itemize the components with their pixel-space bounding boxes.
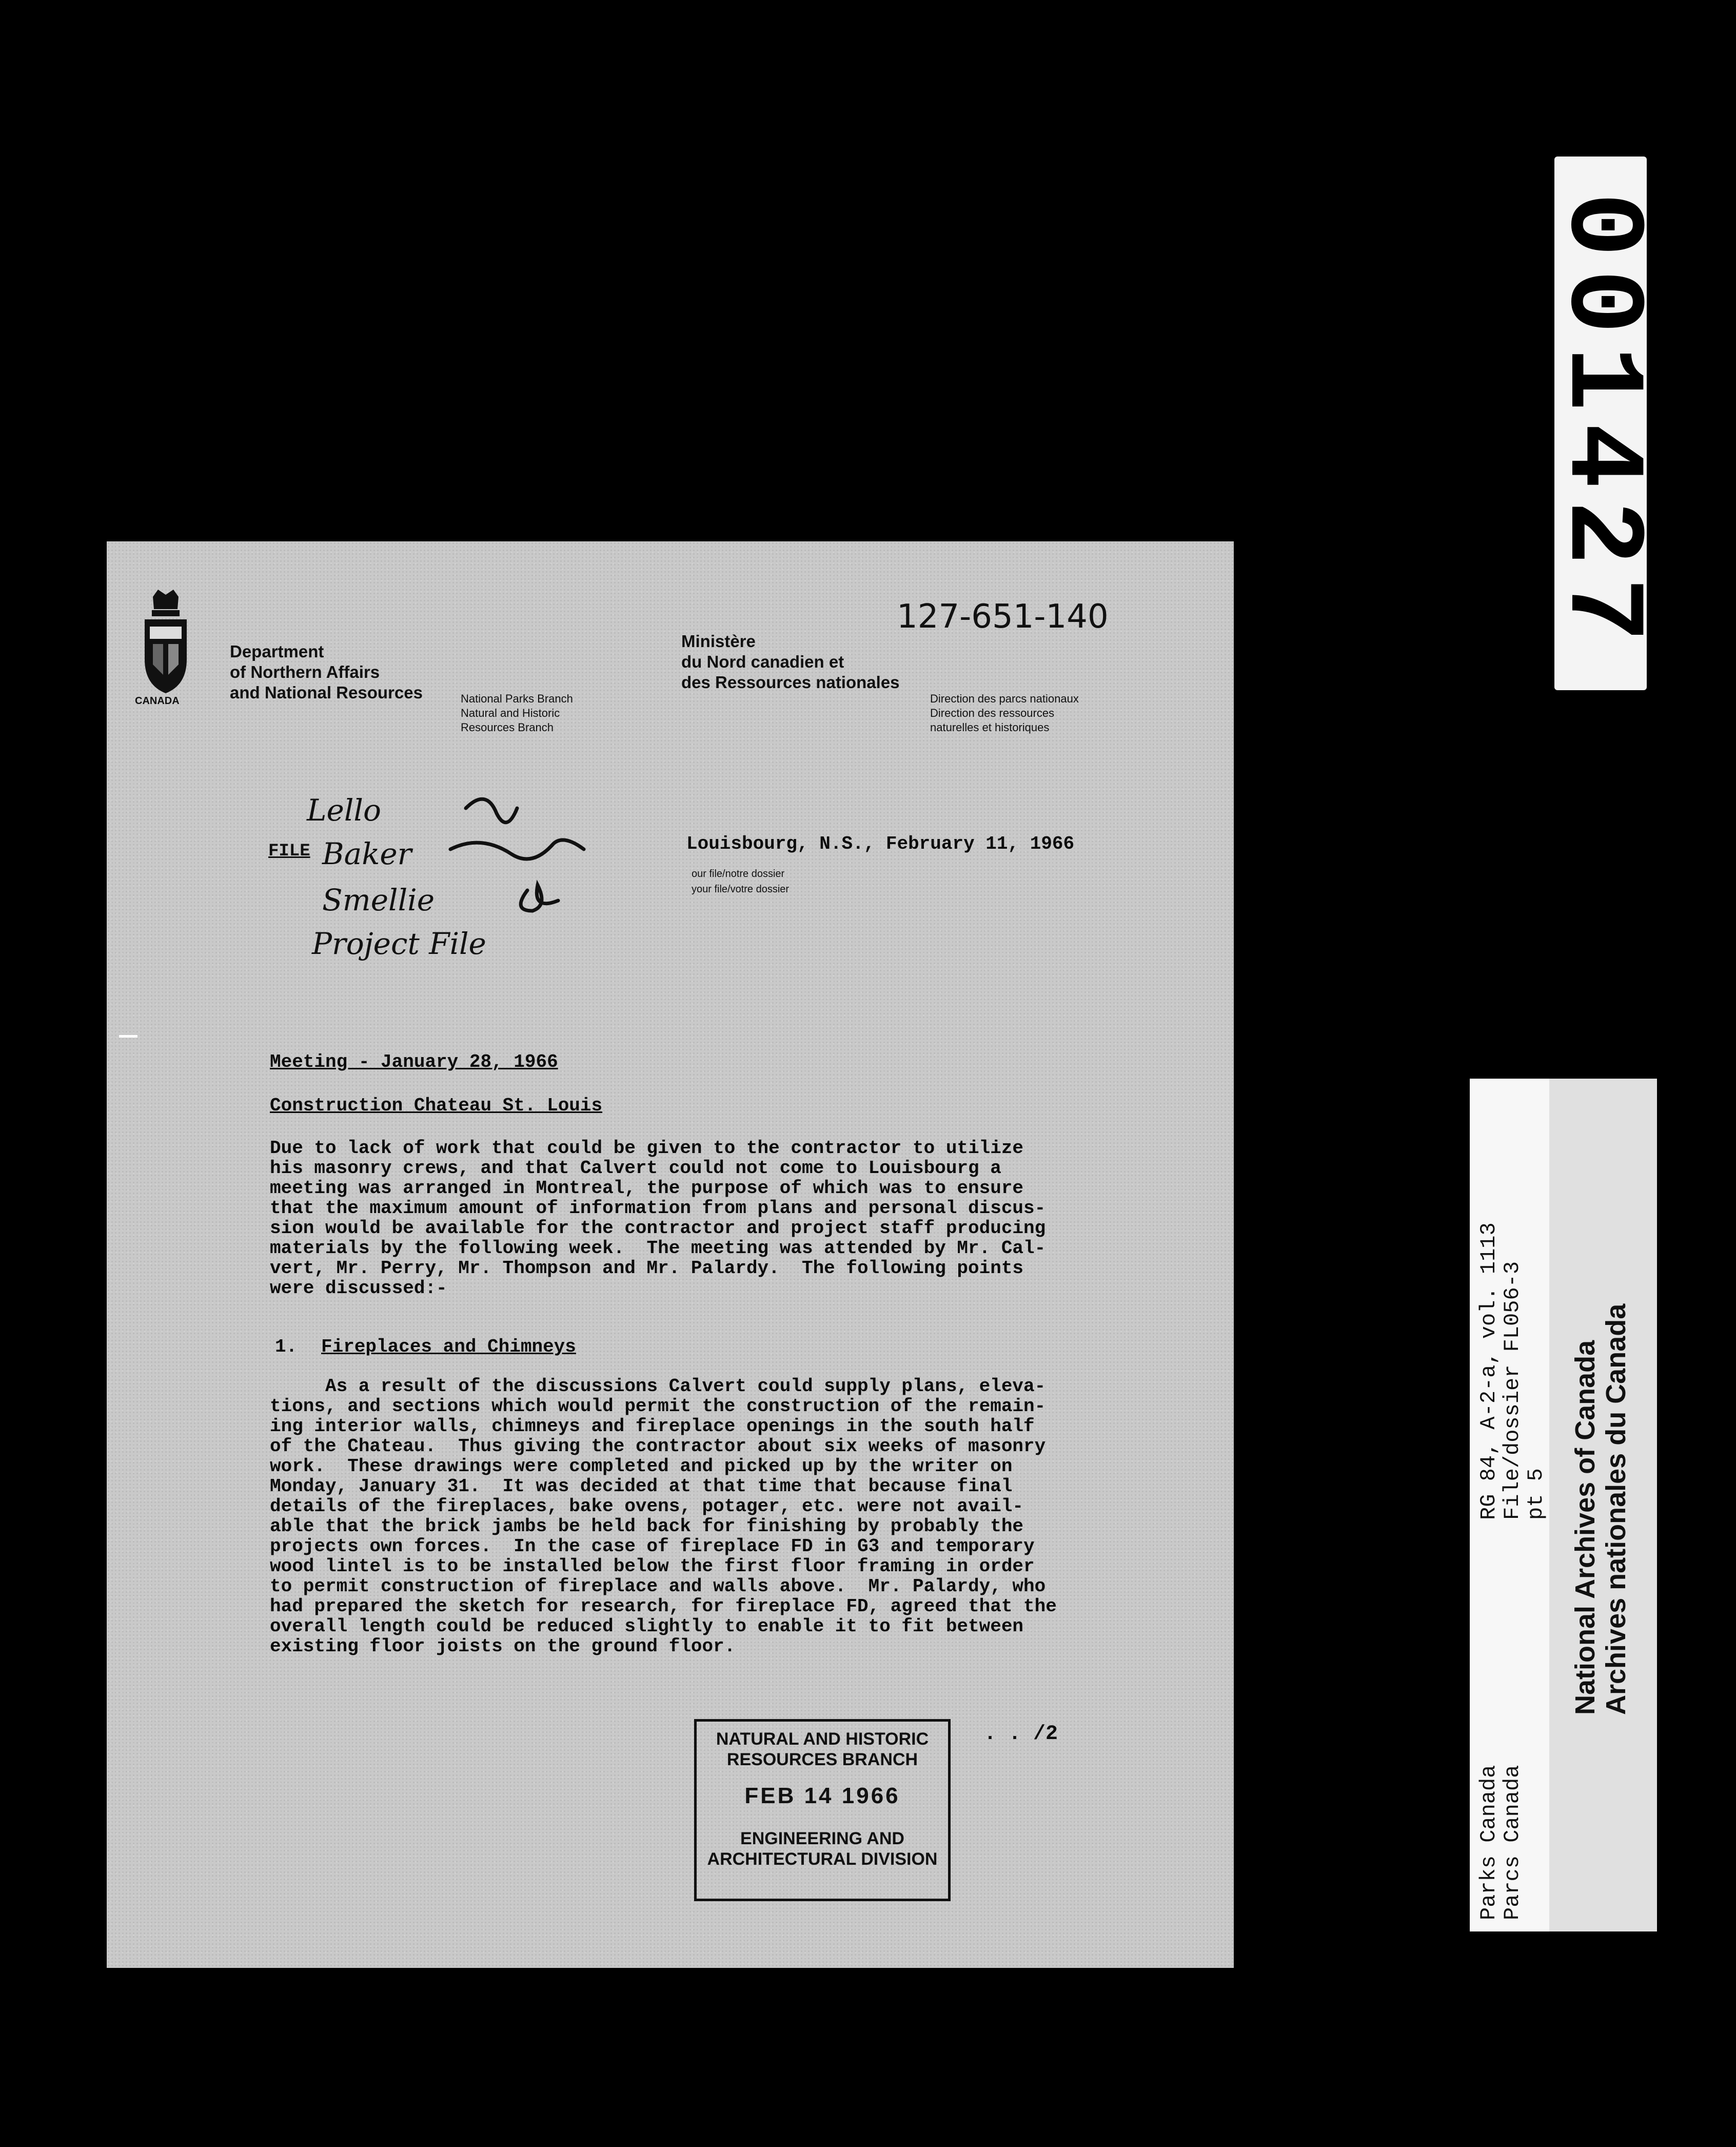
- handwritten-file-number: 127-651-140: [897, 598, 1109, 636]
- intro-line: meeting was arranged in Montreal, the purpose of which was to ensure: [270, 1178, 1024, 1199]
- received-stamp: NATURAL AND HISTORIC RESOURCES BRANCH FEB 14 1966 ENGINEERING AND ARCHITECTURAL DIVISION: [694, 1719, 951, 1901]
- section-1-line: existing floor joists on the ground floor.: [270, 1636, 736, 1657]
- section-1-line: to permit construction of fireplace and walls above. Mr. Palardy, who: [270, 1576, 1046, 1597]
- intro-line: materials by the following week. The meeting was attended by Mr. Cal-: [270, 1238, 1046, 1259]
- archives-name: National Archives of Canada Archives nationales du Canada: [1570, 1303, 1631, 1715]
- routing-name-4: Project File: [312, 926, 486, 961]
- department-en: Department of Northern Affairs and National Resources: [230, 642, 423, 702]
- department-fr: Ministère du Nord canadien et des Ressources nationales: [681, 632, 900, 692]
- section-1-line: details of the fireplaces, bake ovens, potager, etc. were not avail-: [270, 1496, 1024, 1517]
- archive-reference: RG 84, A-2-a, vol. 1113 File/dossier FL056-3 pt 5: [1476, 1222, 1548, 1520]
- your-file-label: your file/votre dossier: [692, 884, 790, 895]
- routing-name-1: Lello: [307, 793, 381, 828]
- intro-line: that the maximum amount of information from plans and personal discus-: [270, 1198, 1046, 1219]
- frame-number: 001427: [1540, 192, 1662, 655]
- branch-fr: Direction des parcs nationaux Direction des ressources naturelles et historiques: [930, 692, 1079, 734]
- section-1-title: Fireplaces and Chimneys: [321, 1336, 576, 1357]
- canada-crest-icon: [137, 588, 194, 700]
- agency-name: Parks Canada Parcs Canada: [1476, 1765, 1525, 1920]
- subject-meeting: Meeting - January 28, 1966: [270, 1051, 558, 1072]
- margin-dash: [119, 1035, 137, 1038]
- intro-line: his masonry crews, and that Calvert could not come to Louisbourg a: [270, 1158, 1001, 1179]
- section-1-line: As a result of the discussions Calvert could supply plans, eleva-: [270, 1376, 1046, 1397]
- canada-wordmark: CANADA: [135, 695, 180, 707]
- section-1-line: work. These drawings were completed and picked up by the writer on: [270, 1456, 1013, 1477]
- archives-label: [1549, 1079, 1657, 1931]
- section-1-line: had prepared the sketch for research, for fireplace FD, agreed that the: [270, 1596, 1057, 1617]
- section-1-line: of the Chateau. Thus giving the contractor about six weeks of masonry: [270, 1436, 1046, 1457]
- section-1-line: wood lintel is to be installed below the first floor framing in order: [270, 1556, 1035, 1577]
- subject-construction: Construction Chateau St. Louis: [270, 1095, 603, 1116]
- continued-marker: . . /2: [984, 1723, 1058, 1746]
- intro-paragraph: [270, 1138, 1045, 1298]
- section-1-line: able that the brick jambs be held back for finishing by probably the: [270, 1516, 1024, 1537]
- branch-en: National Parks Branch Natural and Historic Resources Branch: [461, 692, 573, 734]
- file-label: FILE: [268, 842, 310, 861]
- intro-line: sion would be available for the contractor and project staff producing: [270, 1218, 1046, 1239]
- initials-signature-icon: [445, 788, 630, 942]
- section-1-line: ing interior walls, chimneys and fireplace openings in the south half: [270, 1416, 1035, 1437]
- frame-number-label: [1540, 157, 1662, 690]
- routing-name-2: Baker: [322, 836, 412, 871]
- intro-line: vert, Mr. Perry, Mr. Thompson and Mr. Palardy. The following points: [270, 1258, 1024, 1279]
- intro-line: were discussed:-: [270, 1278, 447, 1299]
- intro-line: Due to lack of work that could be given to the contractor to utilize: [270, 1138, 1024, 1159]
- our-file-label: our file/notre dossier: [692, 868, 785, 880]
- archive-reference-label: [1470, 1079, 1549, 1931]
- dateline: Louisbourg, N.S., February 11, 1966: [686, 833, 1075, 854]
- section-1-line: Monday, January 31. It was decided at that time that because final: [270, 1476, 1013, 1497]
- letter-page: [107, 541, 1234, 1968]
- section-1-line: tions, and sections which would permit the construction of the remain-: [270, 1396, 1046, 1417]
- section-1-paragraph: [270, 1376, 1057, 1656]
- section-1-line: overall length could be reduced slightly to enable it to fit between: [270, 1616, 1024, 1637]
- section-1-number: 1.: [275, 1336, 298, 1357]
- received-date: FEB 14 1966: [744, 1783, 900, 1808]
- routing-name-3: Smellie: [322, 883, 435, 918]
- section-1-line: projects own forces. In the case of fireplace FD in G3 and temporary: [270, 1536, 1035, 1557]
